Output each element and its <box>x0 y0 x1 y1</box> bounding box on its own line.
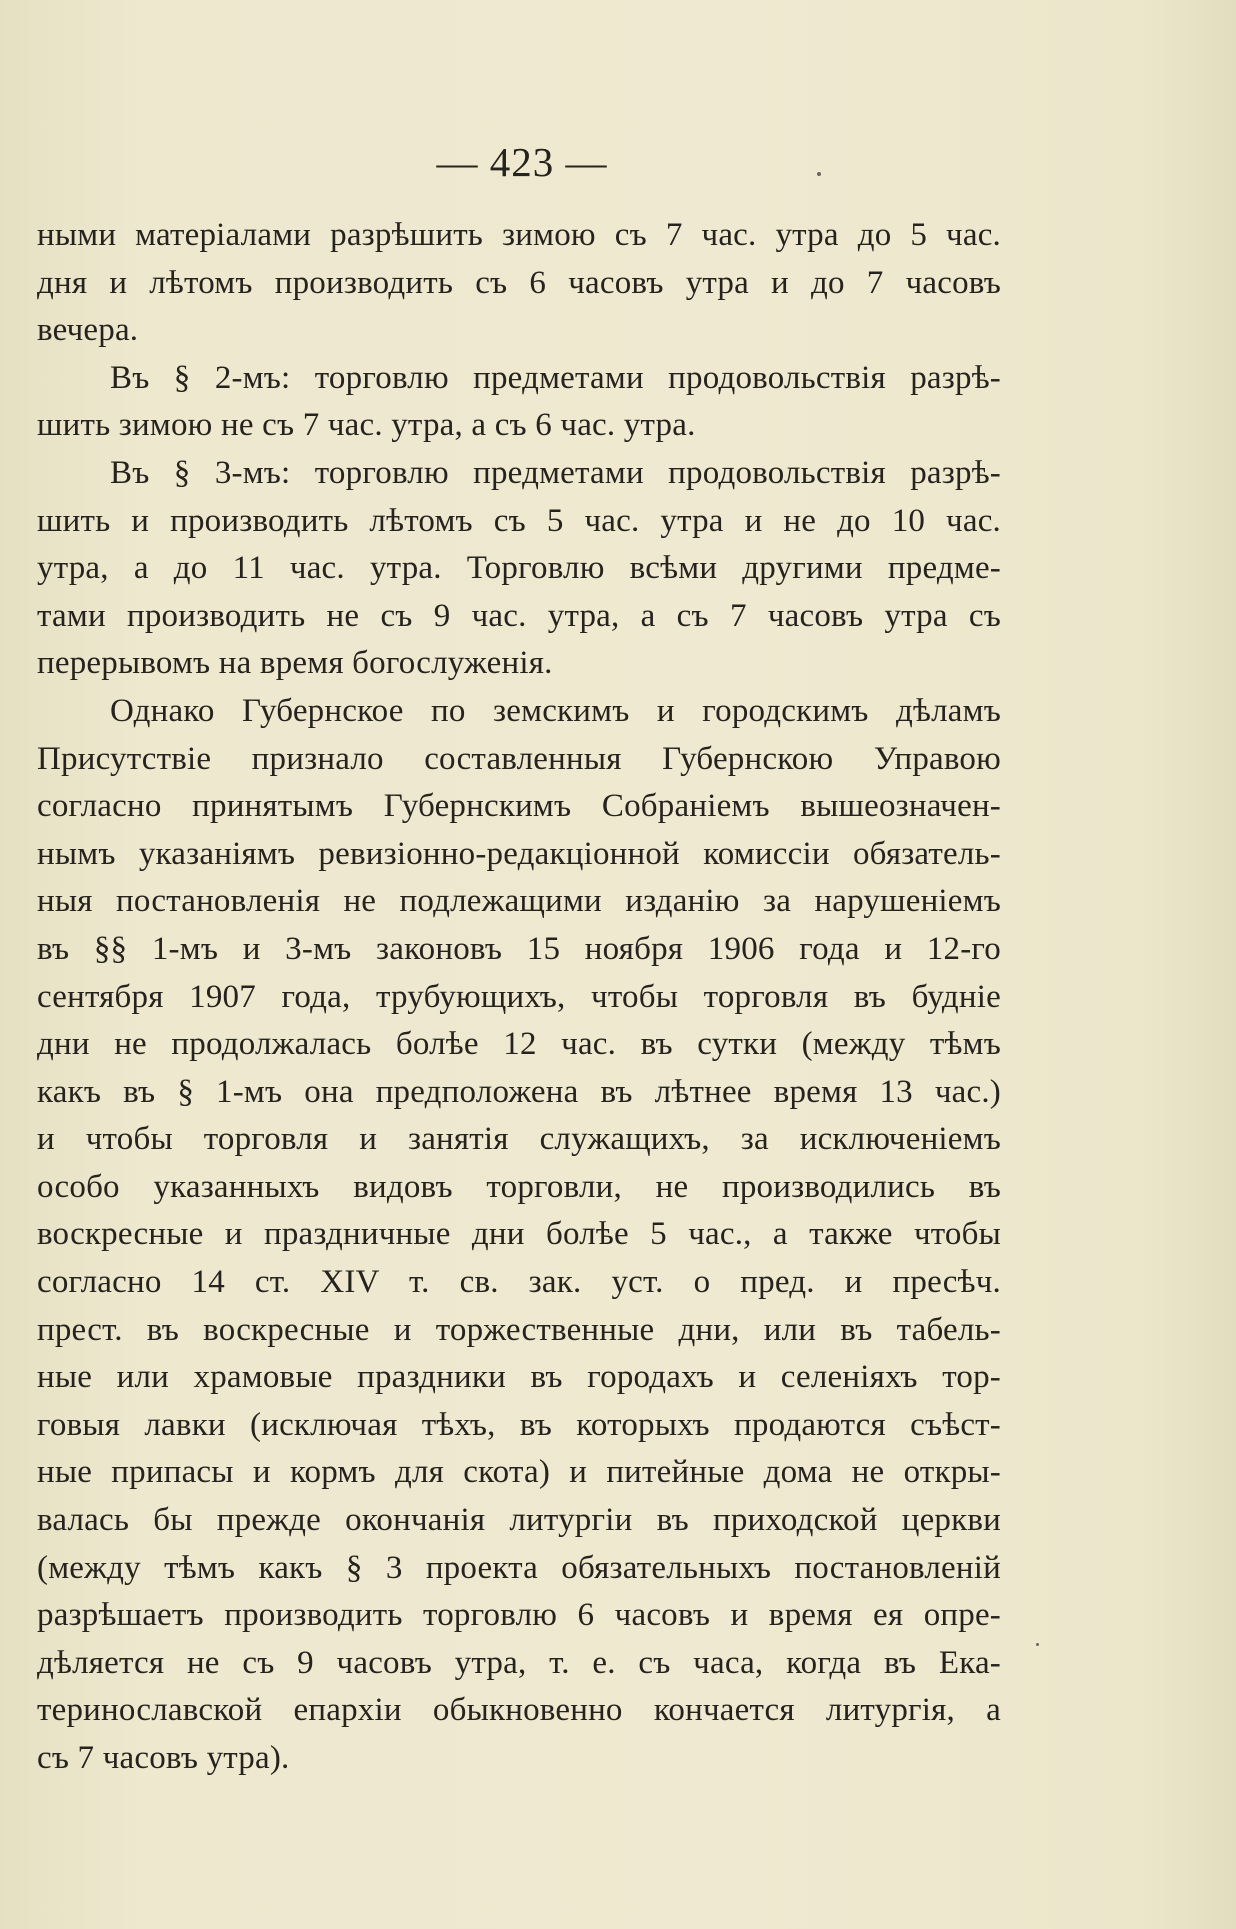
text-line: Въ § 2-мъ: торговлю предметами продовольствія разрѣ- <box>110 359 1001 396</box>
text-line: теринославской епархіи обыкновенно кончается литургія, а <box>37 1692 1001 1729</box>
text-line: и чтобы торговля и занятія служащихъ, за исключеніемъ <box>37 1121 1001 1158</box>
text-line: какъ въ § 1-мъ она предположена въ лѣтнее время 13 час.) <box>37 1073 1001 1110</box>
text-line: ныя постановленія не подлежащими изданію за нарушеніемъ <box>37 883 1001 920</box>
text-line: прест. въ воскресные и торжественные дни, или въ табель- <box>37 1311 1001 1348</box>
text-line: ными матеріалами разрѣшить зимою съ 7 час. утра до 5 час. <box>37 217 1001 253</box>
ink-speck <box>817 172 821 176</box>
text-line: нымъ указаніямъ ревизіонно-редакціонной комиссіи обязатель- <box>37 835 1001 872</box>
text-line: ные припасы и кормъ для скота) и питейные дома не откры- <box>37 1454 1001 1491</box>
text-line: съ 7 часовъ утра). <box>37 1740 290 1776</box>
text-line: воскресные и праздничные дни болѣе 5 час., а также чтобы <box>37 1216 1001 1253</box>
ink-speck <box>1036 1643 1039 1646</box>
text-line: перерывомъ на время богослуженія. <box>37 645 553 682</box>
text-line: ные или храмовые праздники въ городахъ и селеніяхъ тор- <box>37 1359 1001 1396</box>
text-line: валась бы прежде окончанія литургіи въ приходской церкви <box>37 1502 1001 1539</box>
text-line: говыя лавки (исключая тѣхъ, въ которыхъ продаются съѣст- <box>37 1406 1001 1443</box>
text-line: согласно 14 ст. XIV т. св. зак. уст. о пред. и пресѣч. <box>37 1264 1001 1301</box>
text-line: тами производить не съ 9 час. утра, а съ 7 часовъ утра съ <box>37 597 1001 634</box>
body-text <box>37 212 1001 1783</box>
text-line: сентября 1907 года, трубующихъ, чтобы торговля въ будніе <box>37 978 1001 1015</box>
text-line: согласно принятымъ Губернскимъ Собраніемъ вышеозначен- <box>37 788 1001 825</box>
text-line: Въ § 3-мъ: торговлю предметами продовольствія разрѣ- <box>110 454 1001 491</box>
text-line: разрѣшаетъ производить торговлю 6 часовъ и время ея опре- <box>37 1597 1001 1634</box>
text-line: (между тѣмъ какъ § 3 проекта обязательныхъ постановленій <box>37 1549 1001 1586</box>
text-line: Присутствіе признало составленныя Губернскою Управою <box>37 740 1001 777</box>
text-line: дня и лѣтомъ производить съ 6 часовъ утра и до 7 часовъ <box>37 264 1001 301</box>
text-line: дни не продолжалась болѣе 12 час. въ сутки (между тѣмъ <box>37 1026 1001 1063</box>
text-line: утра, а до 11 час. утра. Торговлю всѣми другими предме- <box>37 550 1001 587</box>
text-line: шить зимою не съ 7 час. утра, а съ 6 час. утра. <box>37 407 696 444</box>
text-line: шить и производить лѣтомъ съ 5 час. утра и не до 10 час. <box>37 502 1001 539</box>
text-line: дѣляется не съ 9 часовъ утра, т. е. съ часа, когда въ Ека- <box>37 1644 1001 1681</box>
text-line: особо указанныхъ видовъ торговли, не производились въ <box>37 1168 1001 1205</box>
text-line: вечера. <box>37 312 139 349</box>
page-number: — 423 — <box>436 139 608 185</box>
text-line: Однако Губернское по земскимъ и городскимъ дѣламъ <box>110 692 1001 729</box>
text-line: въ §§ 1-мъ и 3-мъ законовъ 15 ноября 1906 года и 12-го <box>37 930 1001 967</box>
